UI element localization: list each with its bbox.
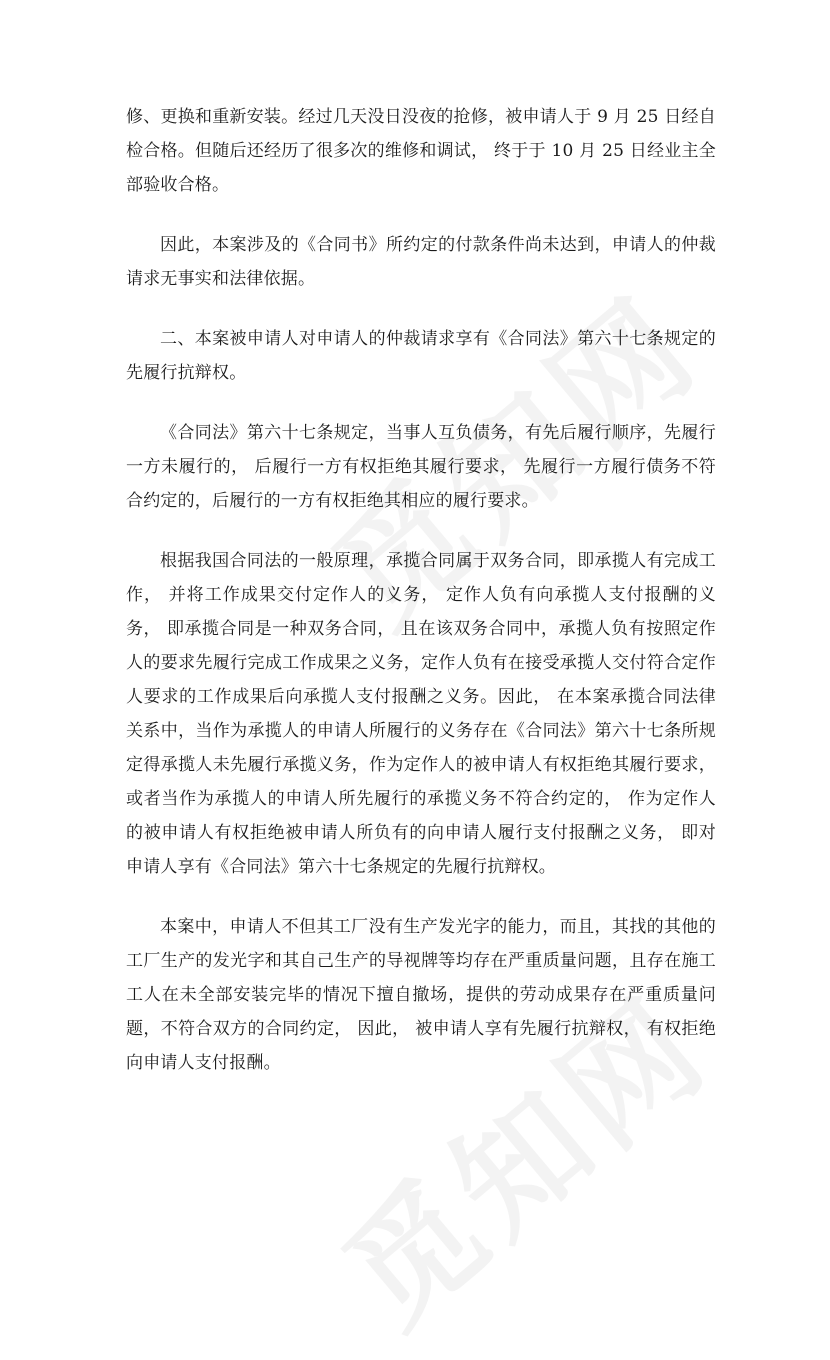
paragraph: 根据我国合同法的一般原理，承揽合同属于双务合同，即承揽人有完成工作， 并将工作成果交付定作人的义务， 定作人负有向承揽人支付报酬的义务， 即承揽合同是一种双务合同， 且在该双务合同中，承揽人负有按照定作人的要求先履行完成工作成果之义务，定作人负有在接受承揽人交付符合定作人要求的工作成果后向承揽人支付报酬之义务。因此， 在本案承揽合同法律关系中，当作为承揽人的申请人所履行的义务存在《合同法》第六十七条所规定得承揽人未先履行承揽义务，作为定作人的被申请人有权拒绝其履行要求， 或者当作为承揽人的申请人所先履行的承揽义务不符合约定的， 作为定作人的被申请人有权拒绝被申请人所负有的向申请人履行支付报酬之义务， 即对申请人享有《合同法》第六十七条规定的先履行抗辩权。 (126, 551, 716, 877)
paragraph: 因此，本案涉及的《合同书》所约定的付款条件尚未达到，申请人的仲裁请求无事实和法律依据。 (126, 235, 716, 289)
paragraph: 修、更换和重新安装。经过几天没日没夜的抢修，被申请人于 9 月 25 日经自检合格。但随后还经历了很多次的维修和调试， 终于于 10 月 25 日经业主全部验收合格。 (126, 107, 716, 195)
paragraph: 《合同法》第六十七条规定，当事人互负债务，有先后履行顺序，先履行一方未履行的， 后履行一方有权拒绝其履行要求， 先履行一方履行债务不符合约定的，后履行的一方有权拒绝其相应的履行要求。 (126, 423, 716, 511)
paragraph: 二、本案被申请人对申请人的仲裁请求享有《合同法》第六十七条规定的先履行抗辩权。 (126, 329, 716, 383)
document-body (126, 100, 716, 1106)
paragraph: 本案中，申请人不但其工厂没有生产发光字的能力，而且，其找的其他的工厂生产的发光字和其自己生产的导视牌等均存在严重质量问题，且存在施工工人在未全部安装完毕的情况下擅自撤场，提供的劳动成果存在严重质量问题，不符合双方的合同约定， 因此， 被申请人享有先履行抗辩权， 有权拒绝向申请人支付报酬。 (126, 917, 716, 1073)
